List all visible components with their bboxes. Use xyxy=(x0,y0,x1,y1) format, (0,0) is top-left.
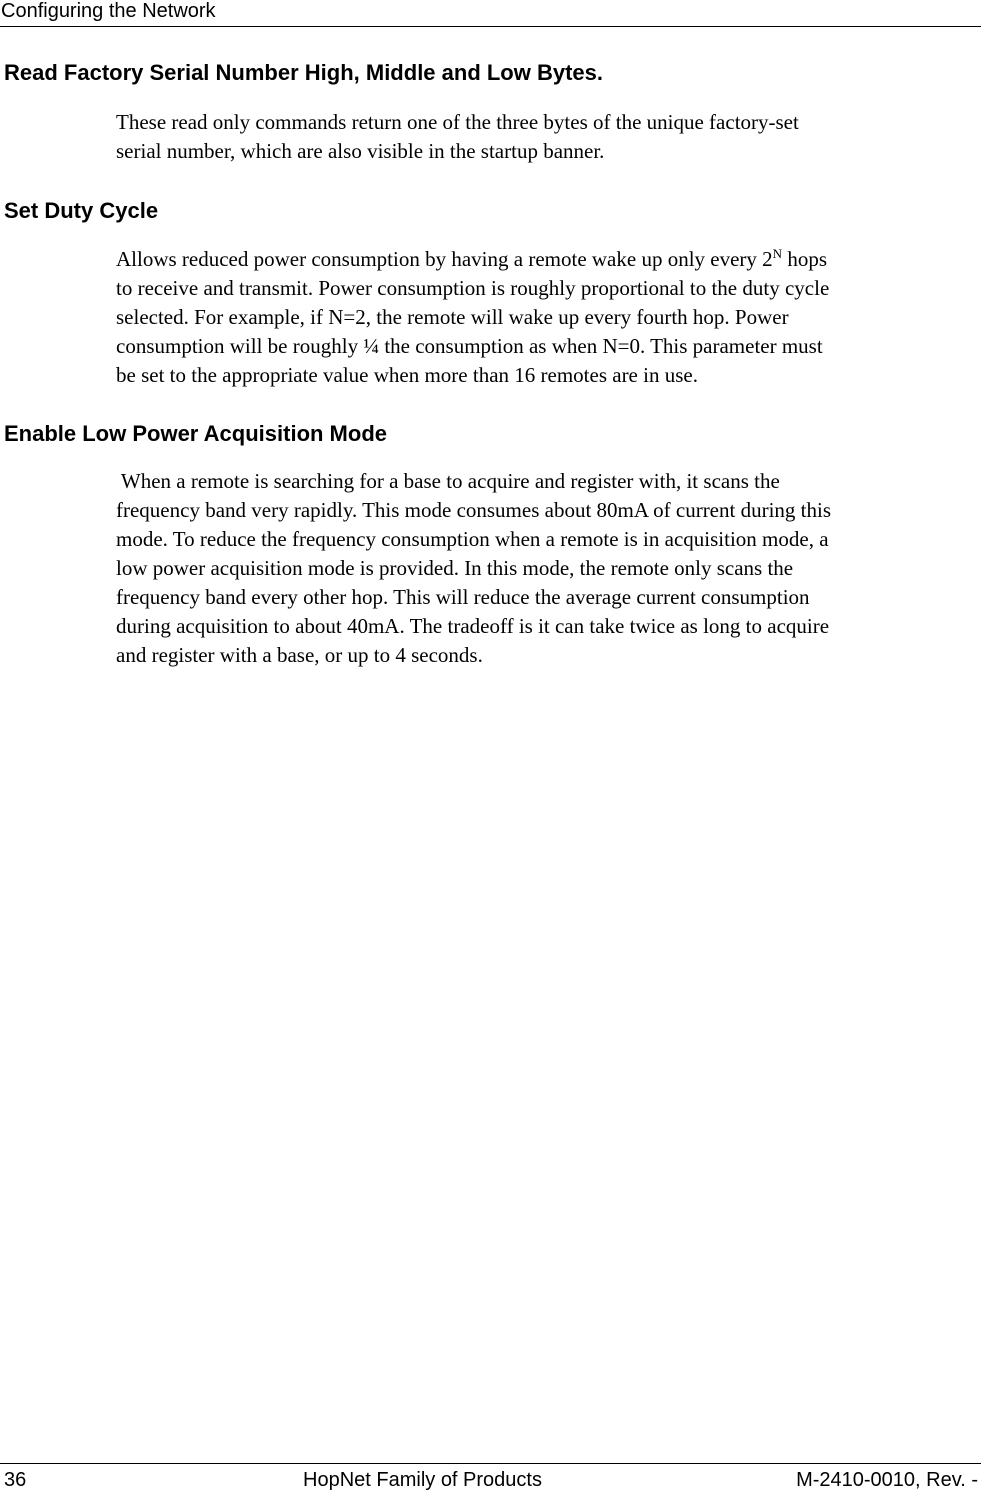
body-line: frequency band very rapidly. This mode consumes about 80mA of current during this xyxy=(116,498,832,522)
section-body-serial-number xyxy=(116,108,976,166)
body-line: When a remote is searching for a base to acquire and register with, it scans the xyxy=(116,469,780,493)
body-text-fragment: Allows reduced power consumption by having a remote wake up only every 2 xyxy=(116,247,773,271)
section-heading-low-power-acquisition: Enable Low Power Acquisition Mode xyxy=(4,421,387,446)
body-line: serial number, which are also visible in the startup banner. xyxy=(116,139,605,163)
body-line: These read only commands return one of the three bytes of the unique factory-set xyxy=(116,110,799,134)
body-line: and register with a base, or up to 4 seconds. xyxy=(116,643,483,667)
body-line: frequency band every other hop. This will reduce the average current consumption xyxy=(116,585,810,609)
section-heading-serial-number: Read Factory Serial Number High, Middle and Low Bytes. xyxy=(4,60,604,85)
document-id: M-2410-0010, Rev. - xyxy=(796,1469,978,1491)
body-line: selected. For example, if N=2, the remote will wake up every fourth hop. Power xyxy=(116,305,789,329)
product-name: HopNet Family of Products xyxy=(303,1469,542,1491)
body-line: consumption will be roughly ¼ the consumption as when N=0. This parameter must xyxy=(116,334,823,358)
section-body-low-power-acquisition xyxy=(116,467,976,670)
body-line: to receive and transmit. Power consumption is roughly proportional to the duty cycle xyxy=(116,276,830,300)
body-line-with-superscript xyxy=(116,245,976,274)
body-text-fragment: hops xyxy=(782,247,827,271)
body-line: mode. To reduce the frequency consumption when a remote is in acquisition mode, a xyxy=(116,527,829,551)
section-heading-duty-cycle: Set Duty Cycle xyxy=(4,198,159,223)
body-line: low power acquisition mode is provided. In this mode, the remote only scans the xyxy=(116,556,794,580)
page-header xyxy=(0,0,981,27)
body-line: be set to the appropriate value when more than 16 remotes are in use. xyxy=(116,363,698,387)
page-footer xyxy=(0,1463,981,1495)
superscript-n: N xyxy=(772,246,783,261)
section-body-duty-cycle xyxy=(116,245,976,390)
page-number: 36 xyxy=(4,1469,27,1491)
header-title: Configuring the Network xyxy=(1,0,216,22)
body-line: during acquisition to about 40mA. The tradeoff is it can take twice as long to acquire xyxy=(116,614,830,638)
